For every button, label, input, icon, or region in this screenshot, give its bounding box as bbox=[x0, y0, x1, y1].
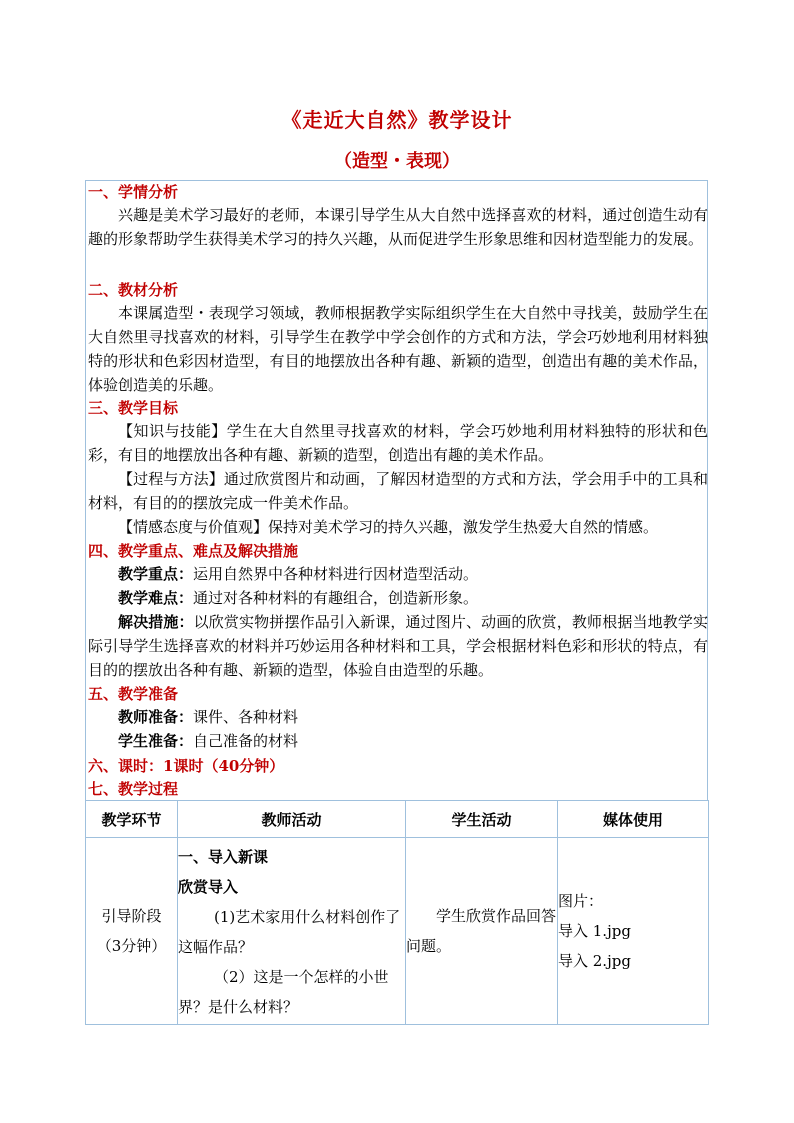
section-teaching-process bbox=[88, 778, 708, 800]
section-paragraph: 兴趣是美术学习最好的老师，本课引导学生从大自然中选择喜欢的材料，通过创造生动有趣的形象帮助学生获得美术学习的持久兴趣，从而促进学生形象思维和因材造型能力的发展。 bbox=[88, 206, 708, 248]
teacher-step-heading: 一、导入新课 bbox=[178, 848, 269, 866]
student-activity-text: 学生欣赏作品回答问题。 bbox=[406, 907, 557, 955]
stage-cell bbox=[86, 838, 178, 1025]
section-heading: 五、教学准备 bbox=[88, 685, 179, 703]
difficult-point-text: 通过对各种材料的有趣组合，创造新形象。 bbox=[193, 589, 479, 607]
section-teaching-goals bbox=[88, 397, 708, 539]
section-heading: 二、教材分析 bbox=[88, 281, 179, 299]
teacher-preparation bbox=[88, 705, 708, 729]
key-point-label: 教学重点： bbox=[118, 565, 194, 583]
teacher-step-subheading: 欣赏导入 bbox=[178, 878, 239, 896]
column-header: 学生活动 bbox=[406, 801, 558, 838]
goal-knowledge: 【知识与技能】学生在大自然里寻找喜欢的材料，学会巧妙地利用材料独特的形状和色彩，有目的地摆放出各种有趣、新颖的造型，创造出有趣的美术作品。 bbox=[88, 422, 708, 464]
student-preparation-text: 自己准备的材料 bbox=[193, 732, 299, 750]
section-heading: 七、教学过程 bbox=[88, 780, 179, 798]
media-file: 导入 2.jpg bbox=[558, 952, 631, 970]
column-header: 媒体使用 bbox=[558, 801, 709, 838]
column-header: 教学环节 bbox=[86, 801, 178, 838]
key-point-text: 运用自然界中各种材料进行因材造型活动。 bbox=[193, 565, 479, 583]
section-key-points bbox=[88, 540, 708, 682]
solution-text: 以欣赏实物拼摆作品引入新课，通过图片、动画的欣赏，教师根据当地教学实际引导学生选择喜欢的材料并巧妙运用各种材料和工具，学会根据材料色彩和形状的特点，有目的的摆放出各种有趣、新颖的造型，体验自由造型的乐趣。 bbox=[88, 613, 708, 679]
section-class-hours bbox=[88, 755, 708, 777]
student-activity-cell bbox=[406, 838, 558, 1025]
section-heading: 六、课时：1课时（40分钟） bbox=[88, 757, 285, 775]
solution bbox=[88, 610, 708, 682]
teacher-question: (1)艺术家用什么材料创作了这幅作品？ bbox=[178, 908, 401, 956]
table-header-row bbox=[86, 801, 709, 838]
section-heading: 一、学情分析 bbox=[88, 183, 179, 201]
goal-attitude: 【情感态度与价值观】保持对美术学习的持久兴趣，激发学生热爱大自然的情感。 bbox=[118, 518, 659, 536]
teaching-process-table bbox=[85, 800, 709, 1025]
teacher-preparation-label: 教师准备： bbox=[118, 708, 194, 726]
column-header: 教师活动 bbox=[178, 801, 406, 838]
stage-time: （3分钟） bbox=[96, 937, 167, 955]
section-learner-analysis bbox=[88, 181, 708, 251]
section-heading: 四、教学重点、难点及解决措施 bbox=[88, 542, 299, 560]
section-material-analysis bbox=[88, 279, 708, 397]
student-preparation bbox=[88, 729, 708, 753]
teacher-question: （2）这是一个怎样的小世界？是什么材料？ bbox=[178, 968, 389, 1016]
teacher-activity-cell bbox=[178, 838, 406, 1025]
media-cell bbox=[558, 838, 709, 1025]
stage-name: 引导阶段 bbox=[101, 907, 162, 925]
difficult-point bbox=[88, 586, 708, 610]
table-row bbox=[86, 838, 709, 1025]
difficult-point-label: 教学难点： bbox=[118, 589, 194, 607]
document-subtitle: （造型・表现） bbox=[334, 151, 460, 172]
section-paragraph: 本课属造型・表现学习领域，教师根据教学实际组织学生在大自然中寻找美，鼓励学生在大自然里寻找喜欢的材料，引导学生在教学中学会创作的方式和方法，学会巧妙地利用材料独特的形状和色彩因材造型，有目的地摆放出各种有趣、新颖的造型，创造出有趣的美术作品，体验创造美的乐趣。 bbox=[88, 304, 708, 394]
goal-process: 【过程与方法】通过欣赏图片和动画，了解因材造型的方式和方法，学会用手中的工具和材料，有目的的摆放完成一件美术作品。 bbox=[88, 470, 708, 512]
key-point bbox=[88, 562, 708, 586]
solution-label: 解决措施： bbox=[118, 613, 194, 631]
teacher-preparation-text: 课件、各种材料 bbox=[193, 708, 299, 726]
document-title: 《走近大自然》教学设计 bbox=[281, 108, 513, 132]
student-preparation-label: 学生准备： bbox=[118, 732, 194, 750]
section-preparation bbox=[88, 683, 708, 753]
media-label: 图片： bbox=[558, 892, 604, 910]
section-heading: 三、教学目标 bbox=[88, 399, 179, 417]
media-file: 导入 1.jpg bbox=[558, 922, 631, 940]
